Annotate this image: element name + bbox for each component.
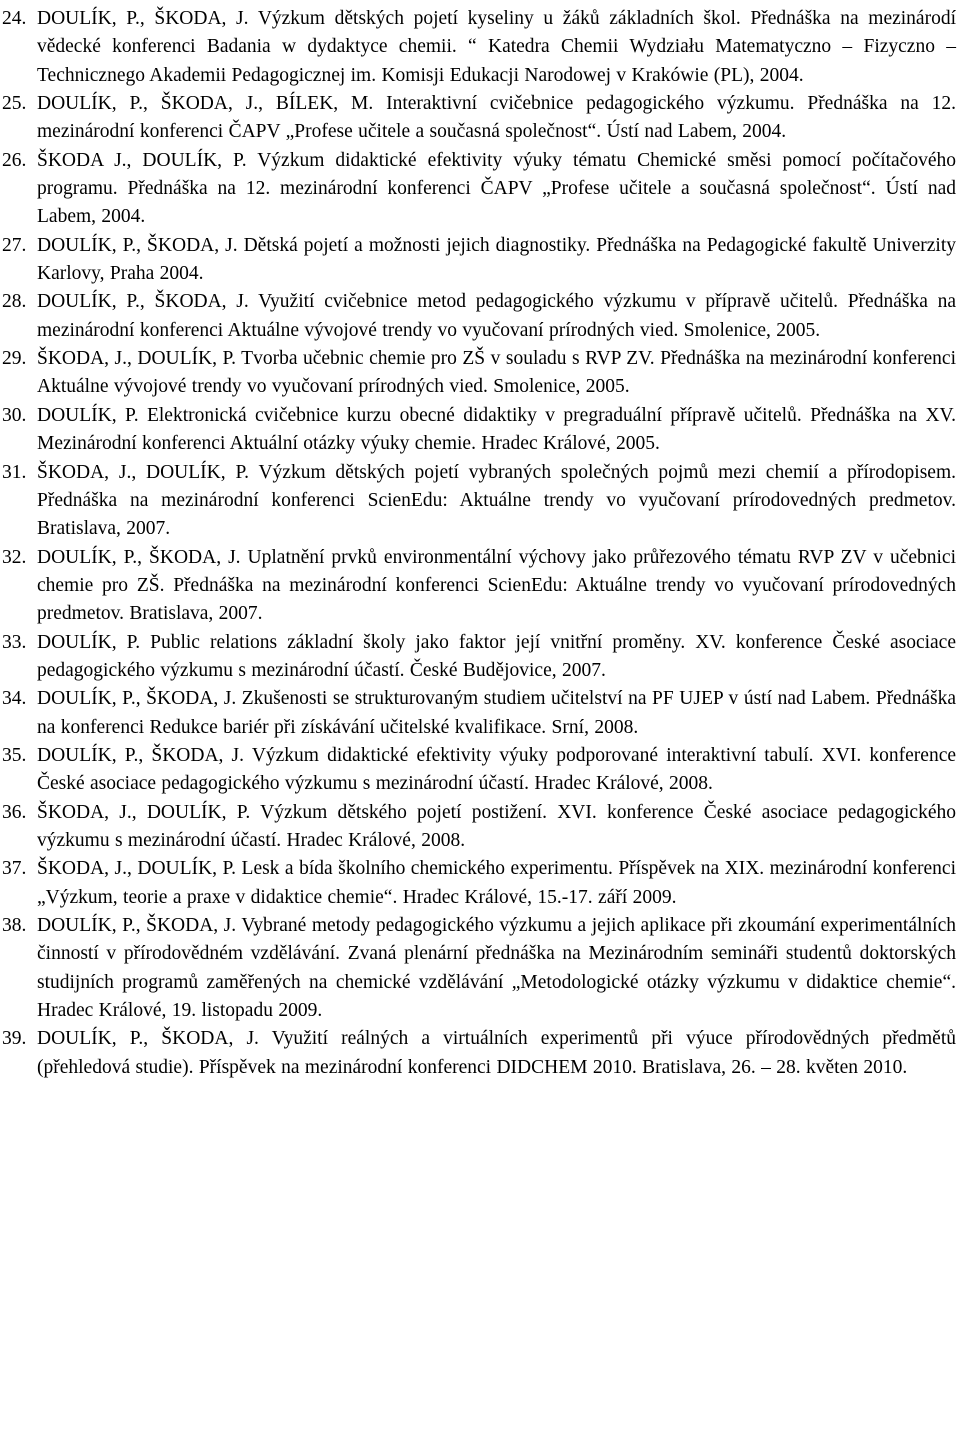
entry-number: 33. <box>2 631 27 653</box>
reference-entry-36 <box>2 799 956 856</box>
entry-number: 32. <box>2 546 27 568</box>
reference-entry-39 <box>2 1025 956 1082</box>
entry-text: DOULÍK, P. Public relations základní školy jako faktor její vnitřní proměny. XV. konference České asociace pedagogického výzkumu s mezinárodní účastí. České Budějovice, 2007. <box>37 631 956 681</box>
entry-number: 25. <box>2 93 27 115</box>
entry-text: ŠKODA, J., DOULÍK, P. Výzkum dětských pojetí vybraných společných pojmů mezi chemií a přírodopisem. Přednáška na mezinárodní konferenci ScienEdu: Aktuálne trendy vo vyučovaní prírodovedných predmetov. Bratislava, 2007. <box>37 461 956 540</box>
reference-entry-24 <box>2 5 956 90</box>
reference-entry-31 <box>2 459 956 544</box>
entry-number: 36. <box>2 801 27 823</box>
entry-text: DOULÍK, P., ŠKODA, J. Využití cvičebnice metod pedagogického výzkumu v přípravě učitelů. Přednáška na mezinárodní konferenci Aktuálne vývojové trendy vo vyučovaní prírodných vied. Smolenice, 2005. <box>37 291 956 341</box>
entry-number: 35. <box>2 744 27 766</box>
entry-text: DOULÍK, P., ŠKODA, J. Využití reálných a virtuálních experimentů při výuce přírodovědných předmětů (přehledová studie). Příspěvek na mezinárodní konferenci DIDCHEM 2010. Bratislava, 26. – 28. květen 2010. <box>37 1028 956 1078</box>
reference-entry-32 <box>2 544 956 629</box>
entry-number: 31. <box>2 461 27 483</box>
entry-number: 29. <box>2 348 27 370</box>
entry-text: DOULÍK, P., ŠKODA, J. Vybrané metody pedagogického výzkumu a jejich aplikace při zkoumání experimentálních činností v přírodovědném vzdělávání. Zvaná plenární přednáška na Mezinárodním semináři studentů doktorských studijních programů zaměřených na chemické vzdělávání „Metodologické otázky výzkumu v didaktice chemie“. Hradec Králové, 19. listopadu 2009. <box>37 915 956 1022</box>
entry-text: DOULÍK, P., ŠKODA, J. Uplatnění prvků environmentální výchovy jako průřezového tématu RVP ZV v učebnici chemie pro ZŠ. Přednáška na mezinárodní konferenci ScienEdu: Aktuálne trendy vo vyučovaní prírodovedných predmetov. Bratislava, 2007. <box>37 546 956 625</box>
reference-entry-27 <box>2 232 956 289</box>
entry-number: 39. <box>2 1028 27 1050</box>
entry-number: 38. <box>2 915 27 936</box>
entry-text: DOULÍK, P., ŠKODA, J. Dětská pojetí a možnosti jejich diagnostiky. Přednáška na Pedagogické fakultě Univerzity Karlovy, Praha 2004. <box>37 234 956 285</box>
entry-number: 37. <box>2 858 27 880</box>
entry-number: 24. <box>2 8 27 29</box>
entry-text: ŠKODA, J., DOULÍK, P. Lesk a bída školního chemického experimentu. Příspěvek na XIX. mezinárodní konferenci „Výzkum, teorie a praxe v didaktice chemie“. Hradec Králové, 15.-17. září 2009. <box>37 858 956 908</box>
entry-text: ŠKODA, J., DOULÍK, P. Tvorba učebnic chemie pro ZŠ v souladu s RVP ZV. Přednáška na mezinárodní konferenci Aktuálne vývojové trendy vo vyučovaní prírodných vied. Smolenice, 2005. <box>37 348 956 398</box>
reference-entry-26 <box>2 147 956 232</box>
entry-number: 27. <box>2 234 27 256</box>
entry-text: DOULÍK, P., ŠKODA, J. Zkušenosti se strukturovaným studiem učitelství na PF UJEP v ústí nad Labem. Přednáška na konferenci Redukce bariér při získávání učitelské kvalifikace. Srní, 2008. <box>37 688 956 738</box>
entry-text: DOULÍK, P., ŠKODA, J. Výzkum didaktické efektivity výuky podporované interaktivní tabulí. XVI. konference České asociace pedagogického výzkumu s mezinárodní účastí. Hradec Králové, 2008. <box>37 744 956 795</box>
entry-number: 26. <box>2 149 27 171</box>
entry-text: DOULÍK, P., ŠKODA, J. Výzkum dětských pojetí kyseliny u žáků základních škol. Přednáška na mezinárodí vědecké konferenci Badania w dydaktyce chemii. “ Katedra Chemii Wydziału Matematyczno – Fizyczno – Technicznego Akademii Pedagogicznej im. Komisji Edukacji Narodowej v Krakówie (PL), 2004. <box>37 8 956 86</box>
entry-number: 28. <box>2 291 27 313</box>
reference-entry-30 <box>2 402 956 459</box>
entry-text: ŠKODA, J., DOULÍK, P. Výzkum dětského pojetí postižení. XVI. konference České asociace pedagogického výzkumu s mezinárodní účastí. Hradec Králové, 2008. <box>37 801 956 851</box>
entry-text: ŠKODA J., DOULÍK, P. Výzkum didaktické efektivity výuky tématu Chemické směsi pomocí počítačového programu. Přednáška na 12. mezinárodní konferenci ČAPV „Profese učitele a současná společnost“. Ústí nad Labem, 2004. <box>37 149 956 228</box>
entry-number: 30. <box>2 404 27 426</box>
reference-list <box>2 5 956 1082</box>
entry-text: DOULÍK, P. Elektronická cvičebnice kurzu obecné didaktiky v pregraduální přípravě učitelů. Přednáška na XV. Mezinárodní konferenci Aktuální otázky výuky chemie. Hradec Králové, 2005. <box>37 404 956 455</box>
entry-text: DOULÍK, P., ŠKODA, J., BÍLEK, M. Interaktivní cvičebnice pedagogického výzkumu. Přednáška na 12. mezinárodní konferenci ČAPV „Profese učitele a současná společnost“. Ústí nad Labem, 2004. <box>37 93 956 143</box>
reference-entry-28 <box>2 288 956 345</box>
entry-number: 34. <box>2 688 27 710</box>
reference-entry-37 <box>2 855 956 912</box>
reference-entry-35 <box>2 742 956 799</box>
reference-entry-29 <box>2 345 956 402</box>
reference-entry-34 <box>2 685 956 742</box>
reference-entry-25 <box>2 90 956 147</box>
reference-entry-38 <box>2 912 956 1025</box>
reference-entry-33 <box>2 629 956 686</box>
